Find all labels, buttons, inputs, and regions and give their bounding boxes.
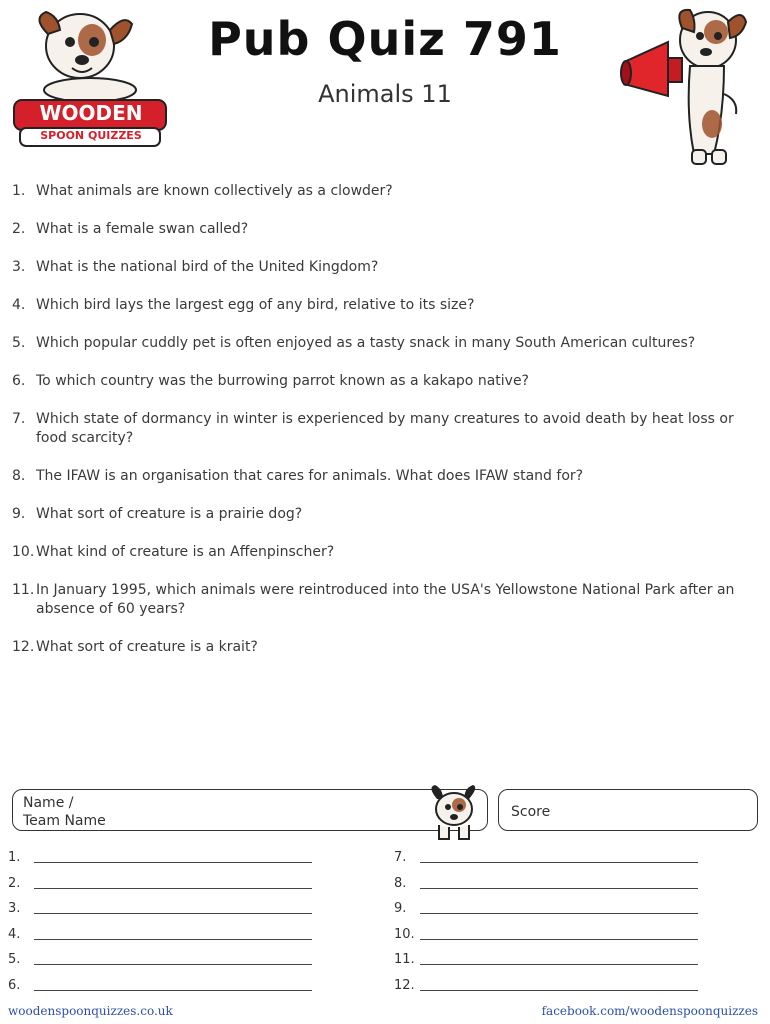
logo-text-line1: WOODEN	[39, 101, 143, 125]
answer-line[interactable]	[8, 978, 338, 1004]
answer-column-right	[394, 850, 724, 1004]
question-item	[12, 182, 764, 201]
dog-logo-icon	[10, 4, 170, 149]
dog-peeking-icon	[425, 785, 483, 841]
answer-number: 11.	[394, 952, 415, 968]
answer-number: 12.	[394, 977, 415, 993]
answer-underline	[34, 913, 312, 914]
question-text: Which state of dormancy in winter is experienced by many creatures to avoid death by heat loss or food scarcity?	[36, 411, 734, 446]
question-text: Which bird lays the largest egg of any bird, relative to its size?	[36, 297, 475, 313]
answer-underline	[420, 990, 698, 991]
question-item	[12, 258, 764, 277]
logo-text-line2: SPOON QUIZZES	[40, 129, 142, 142]
answer-underline	[34, 862, 312, 863]
question-item	[12, 467, 764, 486]
question-text: What sort of creature is a krait?	[36, 639, 258, 655]
question-text: What sort of creature is a prairie dog?	[36, 506, 303, 522]
answer-number: 7.	[394, 850, 407, 865]
answer-underline	[420, 939, 698, 940]
question-item	[12, 220, 764, 239]
answer-line[interactable]	[394, 850, 724, 876]
answer-underline	[34, 939, 312, 940]
answer-number: 6.	[8, 977, 21, 993]
dog-megaphone-icon	[620, 4, 750, 169]
facebook-link[interactable]: facebook.com/woodenspoonquizzes	[541, 1004, 758, 1018]
website-link[interactable]: woodenspoonquizzes.co.uk	[8, 1004, 173, 1018]
question-text: What kind of creature is an Affenpinscher?	[36, 544, 335, 560]
answer-number: 2.	[8, 875, 21, 891]
question-item	[12, 581, 764, 619]
answer-underline	[34, 964, 312, 965]
question-text: What animals are known collectively as a clowder?	[36, 183, 393, 199]
question-item	[12, 638, 764, 657]
question-number: 10.	[12, 544, 35, 560]
answer-line[interactable]	[8, 952, 338, 978]
answer-line[interactable]	[394, 978, 724, 1004]
answer-number: 10.	[394, 926, 415, 942]
question-number: 6.	[12, 373, 26, 389]
team-name-label-line1: Name /	[23, 795, 74, 811]
answer-number: 8.	[394, 875, 407, 891]
answer-line[interactable]	[394, 952, 724, 978]
question-number: 11.	[12, 582, 35, 598]
question-item	[12, 372, 764, 391]
answer-underline	[420, 888, 698, 889]
question-item	[12, 334, 764, 353]
question-item	[12, 296, 764, 315]
answer-number: 9.	[394, 901, 407, 917]
answer-underline	[420, 964, 698, 965]
answer-number: 1.	[8, 850, 21, 865]
question-number: 3.	[12, 259, 26, 275]
answer-underline	[34, 888, 312, 889]
question-text: Which popular cuddly pet is often enjoyed as a tasty snack in many South American cultures?	[36, 335, 696, 351]
score-label: Score	[511, 804, 551, 820]
team-name-label-line2: Team Name	[23, 813, 106, 829]
question-number: 12.	[12, 639, 35, 655]
question-item	[12, 410, 764, 448]
question-number: 2.	[12, 221, 26, 237]
question-text: The IFAW is an organisation that cares for animals. What does IFAW stand for?	[36, 468, 584, 484]
answer-line[interactable]	[8, 901, 338, 927]
answer-line[interactable]	[394, 876, 724, 902]
question-number: 7.	[12, 411, 26, 427]
question-item	[12, 505, 764, 524]
answer-number: 4.	[8, 926, 21, 942]
answer-column-left	[8, 850, 338, 1004]
page-title: Pub Quiz 791	[208, 12, 562, 66]
answer-line[interactable]	[8, 876, 338, 902]
question-number: 9.	[12, 506, 26, 522]
score-field[interactable]	[498, 789, 758, 831]
question-text: In January 1995, which animals were reintroduced into the USA's Yellowstone National Park after an absence of 60 years?	[36, 582, 735, 617]
question-item	[12, 543, 764, 562]
team-name-field[interactable]	[12, 789, 488, 831]
answer-line[interactable]	[394, 901, 724, 927]
question-number: 1.	[12, 183, 26, 199]
question-number: 8.	[12, 468, 26, 484]
page-subtitle: Animals 11	[318, 80, 452, 108]
answer-underline	[34, 990, 312, 991]
answer-line[interactable]	[8, 927, 338, 953]
question-text: What is a female swan called?	[36, 221, 249, 237]
question-number: 4.	[12, 297, 26, 313]
question-text: To which country was the burrowing parrot known as a kakapo native?	[36, 373, 529, 389]
question-text: What is the national bird of the United Kingdom?	[36, 259, 379, 275]
question-number: 5.	[12, 335, 26, 351]
answer-line[interactable]	[394, 927, 724, 953]
answer-line[interactable]	[8, 850, 338, 876]
answer-number: 3.	[8, 901, 21, 917]
answer-underline	[420, 862, 698, 863]
answer-underline	[420, 913, 698, 914]
answer-number: 5.	[8, 952, 21, 968]
team-name-label	[23, 794, 106, 830]
